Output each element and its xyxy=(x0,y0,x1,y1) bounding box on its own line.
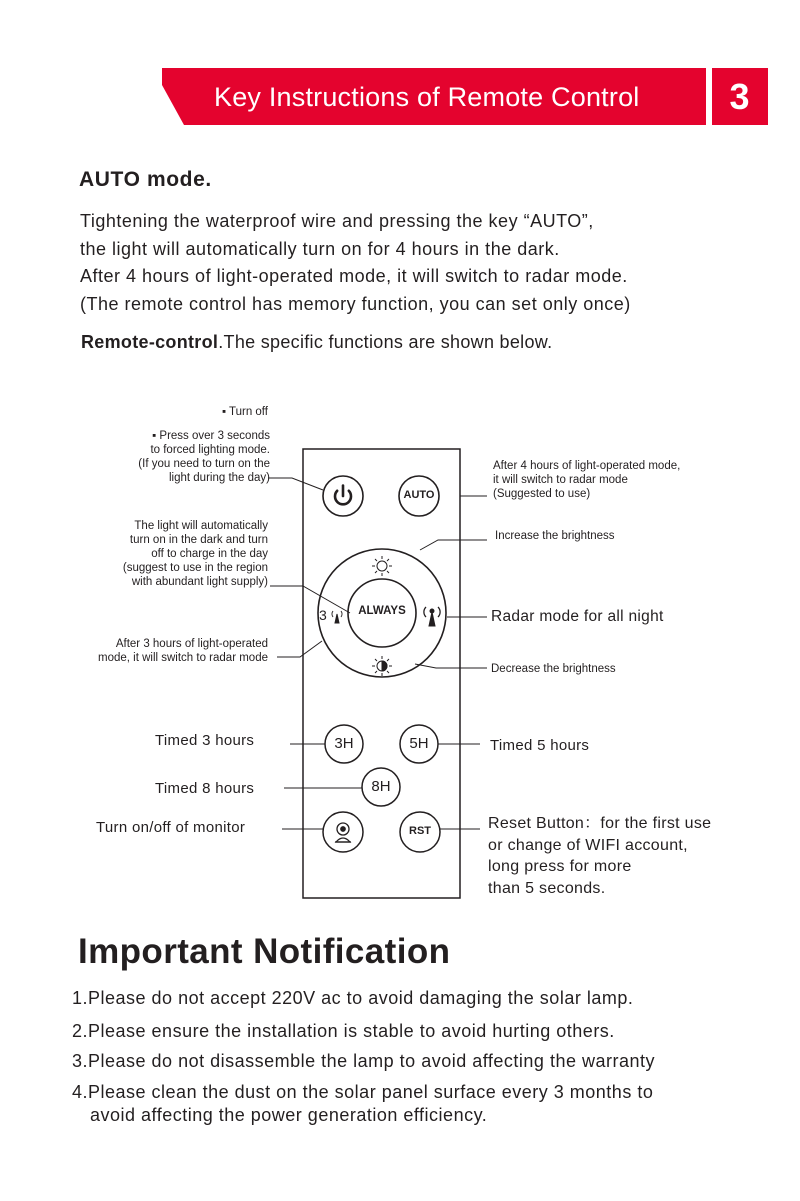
sun-dim-icon xyxy=(372,656,392,676)
always-desc-label xyxy=(60,519,268,589)
timed-5-label: Timed 5 hours xyxy=(490,737,590,754)
label-line: turn on in the dark and turn xyxy=(129,534,268,546)
monitor-icon xyxy=(335,823,351,842)
auto-button-label[interactable]: AUTO xyxy=(403,489,435,501)
three-hour-radar-label[interactable]: 3 xyxy=(319,607,327,623)
timer-5h-label[interactable]: 5H xyxy=(409,735,429,752)
label-line: After 4 hours of light-operated mode, xyxy=(493,460,681,472)
reset-note xyxy=(488,813,758,899)
label-line: off to charge in the day xyxy=(151,548,268,560)
monitor-label: Turn on/off of monitor xyxy=(96,819,246,836)
decrease-brightness-label: Decrease the brightness xyxy=(491,663,616,675)
label-line: than 5 seconds. xyxy=(488,879,606,897)
label-line: with abundant light supply) xyxy=(131,576,268,588)
auto-line: Tightening the waterproof wire and pressing the key “AUTO”, xyxy=(80,211,594,231)
page-number: 3 xyxy=(729,76,750,117)
auto-line: the light will automatically turn on for 4 hours in the dark. xyxy=(80,238,560,259)
timer-8h-label[interactable]: 8H xyxy=(371,778,391,795)
notification-item: 2.Please ensure the installation is stable to avoid hurting others. xyxy=(72,1021,615,1041)
auto-line: After 4 hours of light-operated mode, it will switch to radar mode. xyxy=(80,266,628,287)
auto-mode-heading: AUTO mode. xyxy=(79,168,212,191)
auto-line: (The remote control has memory function, you can set only once) xyxy=(80,294,631,315)
label-line: Reset Button：for the first use xyxy=(488,815,712,832)
label-line: ▪ Press over 3 seconds xyxy=(152,430,270,442)
monitor-button xyxy=(323,812,363,852)
notification-item: 1.Please do not accept 220V ac to avoid damaging the solar lamp. xyxy=(72,988,634,1008)
turn-off-label: ▪ Turn off xyxy=(221,406,268,418)
label-line: long press for more xyxy=(488,858,632,875)
label-line: (suggest to use in the region xyxy=(122,562,268,574)
radar-mode-label: Radar mode for all night xyxy=(491,608,664,625)
label-line: The light will automatically xyxy=(134,520,268,532)
notification-item: 3.Please do not disassemble the lamp to avoid affecting the warranty xyxy=(72,1051,655,1071)
sun-bright-icon xyxy=(372,556,392,576)
label-line: (Suggested to use) xyxy=(493,488,591,500)
label-line: to forced lighting mode. xyxy=(150,444,270,456)
label-line: it will switch to radar mode xyxy=(493,474,628,486)
always-button-label[interactable]: ALWAYS xyxy=(358,605,406,617)
notification-item: 4.Please clean the dust on the solar panel surface every 3 months to xyxy=(72,1082,654,1102)
label-line: (If you need to turn on the xyxy=(138,458,270,470)
label-line: mode, it will switch to radar mode xyxy=(97,652,268,664)
timer-3h-label[interactable]: 3H xyxy=(334,735,354,752)
timed-3-label: Timed 3 hours xyxy=(155,732,255,749)
press-over-label xyxy=(60,429,270,485)
power-icon xyxy=(335,486,351,505)
auto-desc-label xyxy=(493,459,680,501)
notification-item-continued: avoid affecting the power generation efficiency. xyxy=(90,1105,488,1125)
label-line: After 3 hours of light-operated xyxy=(115,638,268,650)
increase-brightness-label: Increase the brightness xyxy=(495,530,615,542)
label-line: light during the day) xyxy=(168,472,270,484)
header-title: Key Instructions of Remote Control xyxy=(214,82,640,112)
remote-control-bold: Remote-control xyxy=(81,332,219,352)
timed-8-label: Timed 8 hours xyxy=(155,780,255,797)
radar-icon xyxy=(424,607,440,626)
three-hours-desc-label xyxy=(40,637,268,665)
radar-small-icon xyxy=(332,611,342,623)
rst-button-label[interactable]: RST xyxy=(409,825,431,837)
label-line: or change of WIFI account, xyxy=(488,836,688,854)
important-notification-heading: Important Notification xyxy=(78,932,451,971)
remote-control-rest: .The specific functions are shown below. xyxy=(218,332,553,352)
